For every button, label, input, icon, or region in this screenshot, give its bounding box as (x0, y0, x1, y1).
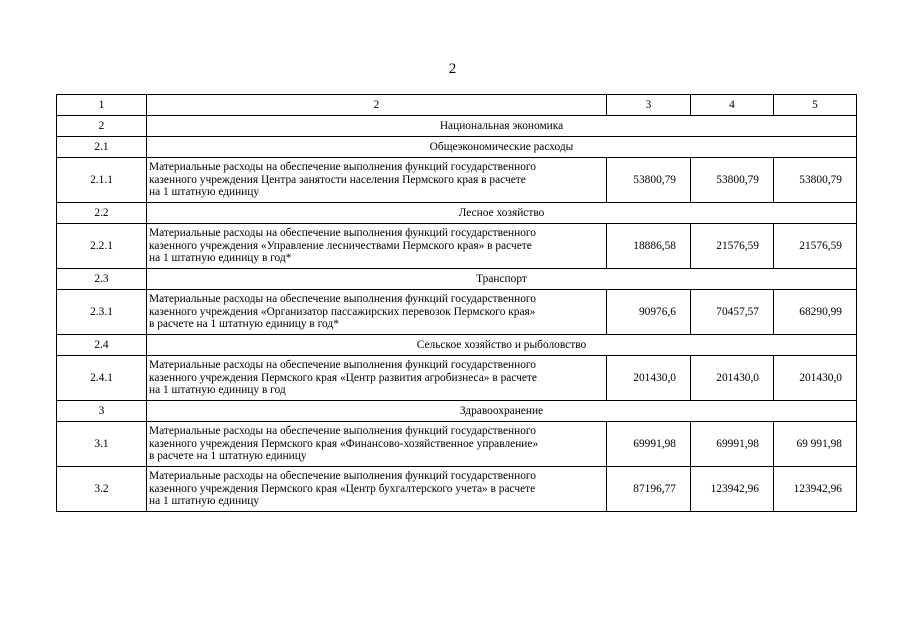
section-row (57, 137, 857, 158)
value-col4: 70457,57 (691, 290, 774, 335)
norms-table (56, 94, 857, 512)
value-col5: 53800,79 (774, 158, 857, 203)
value-col4: 123942,96 (691, 467, 774, 512)
section-title: Лесное хозяйство (147, 203, 857, 224)
value-col3: 69991,98 (607, 422, 691, 467)
row-number: 3.2 (57, 467, 147, 512)
value-col4: 53800,79 (691, 158, 774, 203)
description-line: Материальные расходы на обеспечение выполнения функций государственного (149, 161, 536, 174)
page-number: 2 (448, 61, 457, 77)
description-line: казенного учреждения «Управление лесничествами Пермского края» в расчете (149, 239, 532, 252)
description-line: на 1 штатную единицу (149, 495, 260, 508)
description-line: Материальные расходы на обеспечение выполнения функций государственного (149, 359, 536, 372)
value-col4: 69991,98 (691, 422, 774, 467)
description-line: казенного учреждения «Организатор пассажирских перевозок Пермского края» (149, 305, 536, 318)
section-row (57, 335, 857, 356)
row-number: 2.4.1 (57, 356, 147, 401)
description-line: Материальные расходы на обеспечение выполнения функций государственного (149, 293, 536, 306)
section-title: Транспорт (147, 269, 857, 290)
item-description (147, 422, 607, 467)
row-number: 2.1.1 (57, 158, 147, 203)
description-line: казенного учреждения Центра занятости населения Пермского края в расчете (149, 173, 526, 186)
row-number: 3.1 (57, 422, 147, 467)
value-col3: 201430,0 (607, 356, 691, 401)
section-title: Сельское хозяйство и рыболовство (147, 335, 857, 356)
header-cell: 4 (691, 95, 774, 116)
row-number: 2.3.1 (57, 290, 147, 335)
item-row (57, 224, 857, 269)
value-col5: 123942,96 (774, 467, 857, 512)
header-row (57, 95, 857, 116)
item-description (147, 467, 607, 512)
row-number: 2.2.1 (57, 224, 147, 269)
header-cell: 3 (607, 95, 691, 116)
item-row (57, 422, 857, 467)
item-row (57, 356, 857, 401)
value-col5: 68290,99 (774, 290, 857, 335)
item-description (147, 158, 607, 203)
header-cell: 1 (57, 95, 147, 116)
description-line: казенного учреждения Пермского края «Центр развития агробизнеса» в расчете (149, 371, 537, 384)
value-col3: 18886,58 (607, 224, 691, 269)
value-col3: 87196,77 (607, 467, 691, 512)
description-line: в расчете на 1 штатную единицу в год* (149, 318, 339, 331)
header-cell: 5 (774, 95, 857, 116)
item-description (147, 290, 607, 335)
item-description (147, 224, 607, 269)
description-line: на 1 штатную единицу (149, 186, 260, 199)
value-col5: 201430,0 (774, 356, 857, 401)
row-number: 2 (57, 116, 147, 137)
row-number: 2.4 (57, 335, 147, 356)
section-title: Общеэкономические расходы (147, 137, 857, 158)
section-row (57, 203, 857, 224)
section-title: Здравоохранение (147, 401, 857, 422)
section-row (57, 269, 857, 290)
value-col4: 21576,59 (691, 224, 774, 269)
description-line: Материальные расходы на обеспечение выполнения функций государственного (149, 227, 536, 240)
description-line: Материальные расходы на обеспечение выполнения функций государственного (149, 470, 536, 483)
item-row (57, 467, 857, 512)
value-col3: 90976,6 (607, 290, 691, 335)
description-line: Материальные расходы на обеспечение выполнения функций государственного (149, 425, 536, 438)
section-row (57, 116, 857, 137)
description-line: на 1 штатную единицу в год* (149, 252, 292, 265)
row-number: 2.2 (57, 203, 147, 224)
item-row (57, 158, 857, 203)
value-col4: 201430,0 (691, 356, 774, 401)
description-line: в расчете на 1 штатную единицу (149, 450, 307, 463)
item-description (147, 356, 607, 401)
section-row (57, 401, 857, 422)
row-number: 2.3 (57, 269, 147, 290)
item-row (57, 290, 857, 335)
row-number: 2.1 (57, 137, 147, 158)
value-col5: 69 991,98 (774, 422, 857, 467)
row-number: 3 (57, 401, 147, 422)
value-col3: 53800,79 (607, 158, 691, 203)
description-line: на 1 штатную единицу в год (149, 384, 286, 397)
value-col5: 21576,59 (774, 224, 857, 269)
section-title: Национальная экономика (147, 116, 857, 137)
header-cell: 2 (147, 95, 607, 116)
description-line: казенного учреждения Пермского края «Центр бухгалтерского учета» в расчете (149, 482, 536, 495)
description-line: казенного учреждения Пермского края «Финансово-хозяйственное управление» (149, 437, 539, 450)
